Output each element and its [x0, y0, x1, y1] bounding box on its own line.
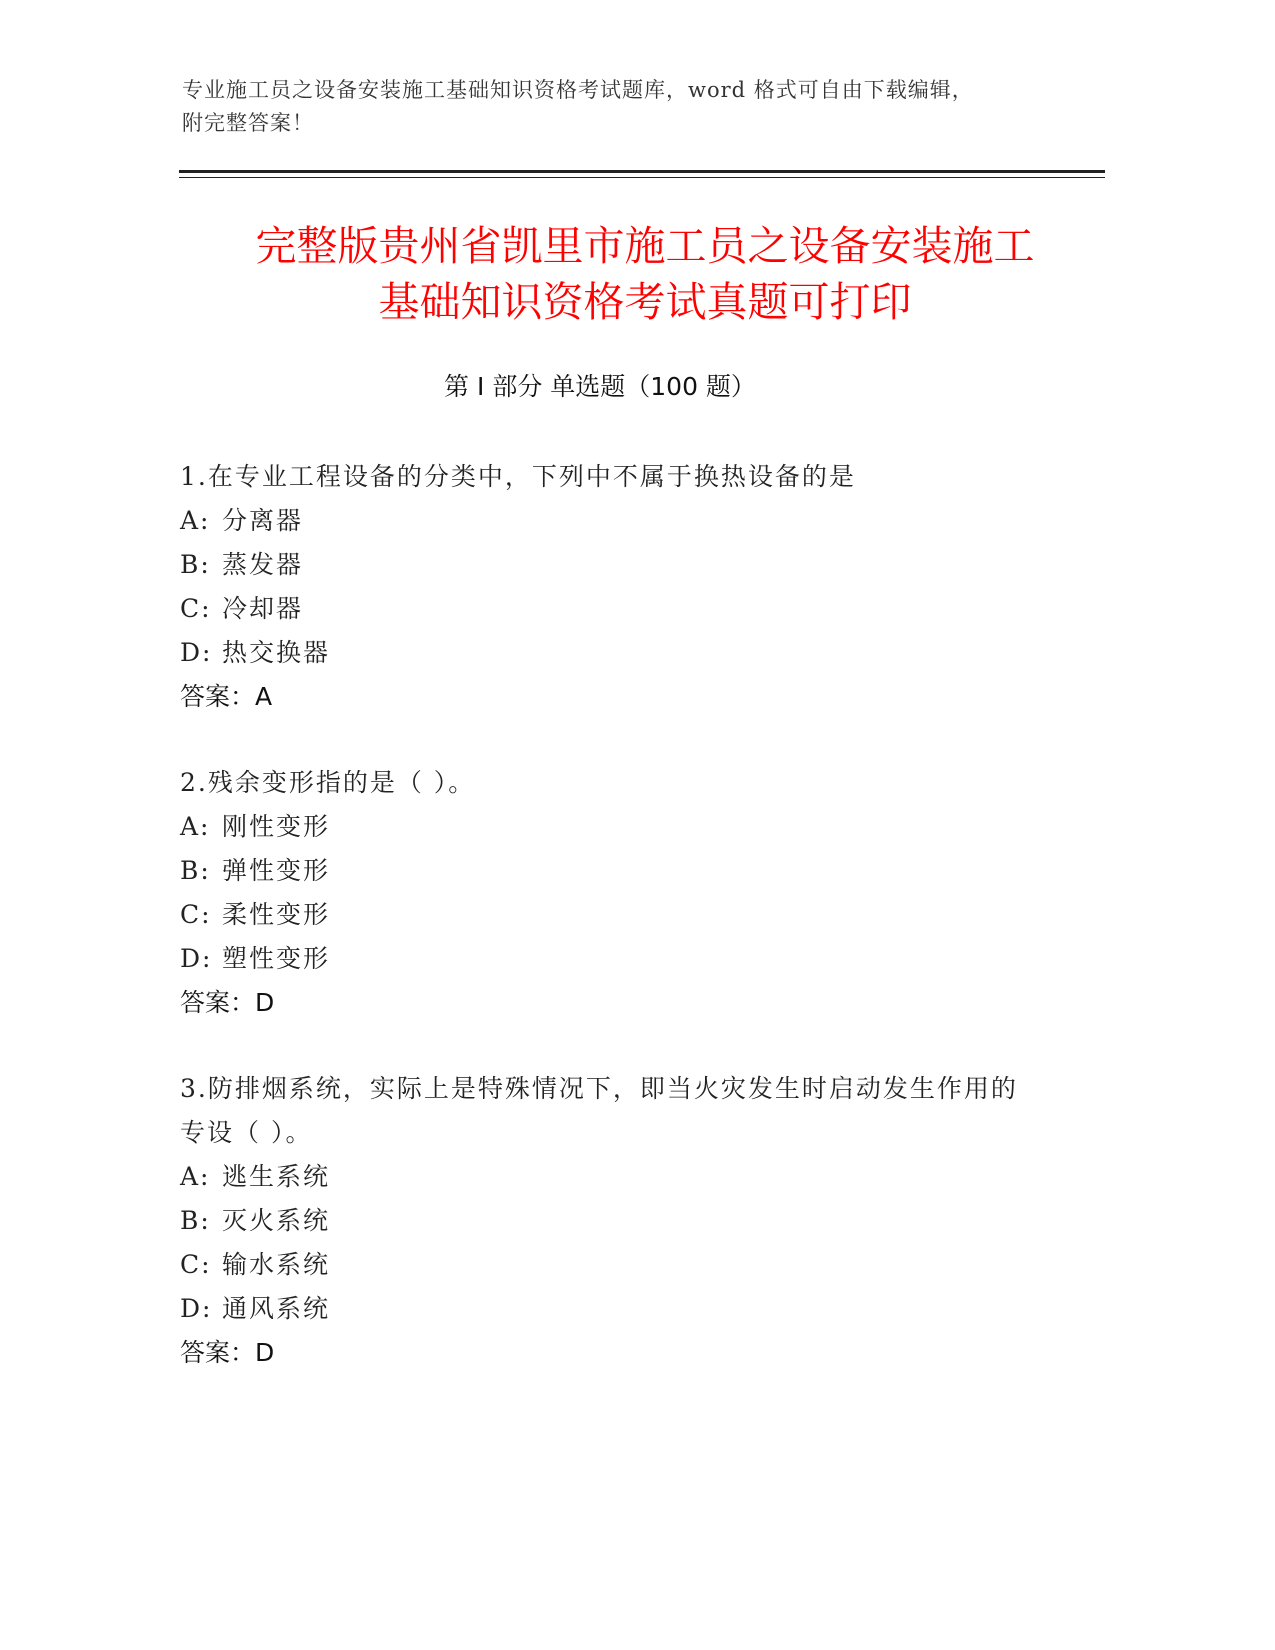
option-text: 蒸发器: [222, 550, 304, 579]
header-divider-thin: [179, 177, 1105, 178]
answer-option: [180, 543, 1040, 587]
option-text: 冷却器: [222, 594, 304, 623]
option-letter: D:: [180, 1294, 213, 1323]
question-stem: 1.在专业工程设备的分类中，下列中不属于换热设备的是: [180, 462, 856, 491]
answer-option: [180, 631, 1040, 675]
option-text: 分离器: [222, 506, 304, 535]
option-text: 塑性变形: [222, 944, 331, 973]
option-letter: D:: [180, 638, 213, 667]
question-item: [180, 455, 1040, 719]
header-divider-thick: [179, 170, 1105, 173]
question-stem: 2.残余变形指的是（ ）。: [180, 768, 476, 797]
answer-option: [180, 587, 1040, 631]
document-title-line-1: 完整版贵州省凯里市施工员之设备安装施工: [255, 222, 1035, 270]
option-text: 柔性变形: [222, 900, 331, 929]
document-header-note: [182, 74, 1102, 140]
question-item: [180, 761, 1040, 1025]
option-letter: A:: [180, 812, 211, 841]
option-letter: B:: [180, 550, 211, 579]
answer-option: [180, 937, 1040, 981]
answer-key: 答案：A: [180, 682, 273, 711]
option-letter: D:: [180, 944, 213, 973]
answer-option: [180, 893, 1040, 937]
answer-option: [180, 499, 1040, 543]
header-note-line-2: 附完整答案！: [182, 111, 314, 135]
document-title: [140, 218, 1150, 330]
question-stem: 3.防排烟系统，实际上是特殊情况下，即当火灾发生时启动发生作用的专设（ ）。: [180, 1074, 1018, 1147]
header-note-line-1: 专业施工员之设备安装施工基础知识资格考试题库，word 格式可自由下载编辑，: [182, 78, 974, 102]
answer-option: [180, 1155, 1040, 1199]
answer-option: [180, 805, 1040, 849]
option-text: 热交换器: [222, 638, 331, 667]
option-text: 刚性变形: [222, 812, 331, 841]
option-text: 输水系统: [222, 1250, 331, 1279]
option-text: 弹性变形: [222, 856, 331, 885]
answer-option: [180, 1243, 1040, 1287]
option-letter: B:: [180, 1206, 211, 1235]
option-text: 灭火系统: [222, 1206, 331, 1235]
option-letter: C:: [180, 1250, 212, 1279]
option-text: 通风系统: [222, 1294, 331, 1323]
option-letter: A:: [180, 506, 211, 535]
answer-option: [180, 849, 1040, 893]
answer-option: [180, 1287, 1040, 1331]
answer-option: [180, 1199, 1040, 1243]
option-letter: C:: [180, 900, 212, 929]
question-list: [180, 455, 1040, 1417]
option-letter: B:: [180, 856, 211, 885]
option-letter: C:: [180, 594, 212, 623]
option-text: 逃生系统: [222, 1162, 331, 1191]
document-title-line-2: 基础知识资格考试真题可打印: [378, 278, 912, 326]
section-heading: 第 I 部分 单选题（100 题）: [444, 372, 756, 401]
answer-key: 答案：D: [180, 988, 275, 1017]
question-item: [180, 1067, 1040, 1375]
option-letter: A:: [180, 1162, 211, 1191]
answer-key: 答案：D: [180, 1338, 275, 1367]
